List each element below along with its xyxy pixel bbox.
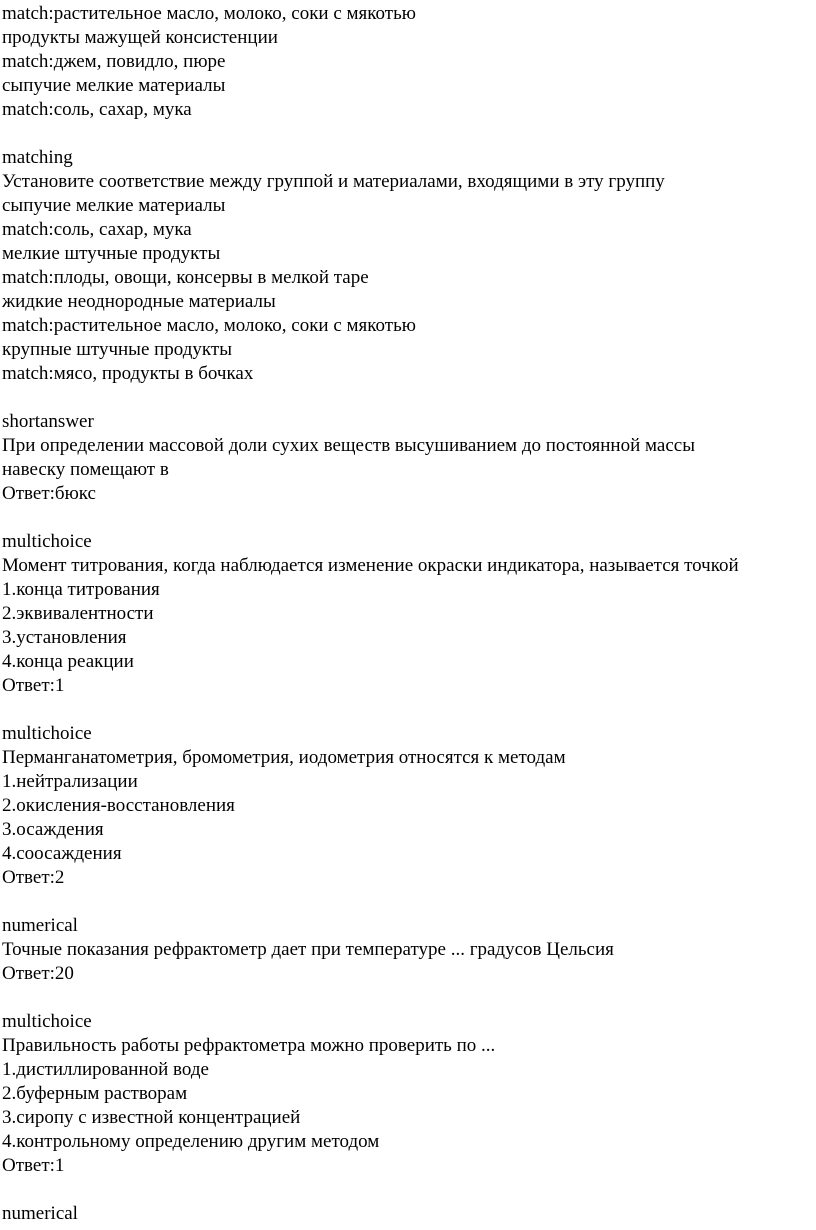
option-line: 1.дистиллированной воде (2, 1059, 209, 1080)
text-line: match:соль, сахар, мука (2, 219, 192, 240)
text-line: match:плоды, овощи, консервы в мелкой таре (2, 267, 369, 288)
text-line: крупные штучные продукты (2, 339, 232, 360)
option-line: 4.конца реакции (2, 651, 134, 672)
text-line: мелкие штучные продукты (2, 243, 221, 264)
question-text: При определении массовой доли сухих веществ высушиванием до постоянной массы (2, 435, 695, 456)
option-line: 2.эквивалентности (2, 603, 154, 624)
text-line: жидкие неоднородные материалы (2, 291, 276, 312)
spacer (2, 1178, 814, 1202)
question-type: shortanswer (2, 411, 94, 432)
question-text: навеску помещают в (2, 459, 169, 480)
spacer (2, 890, 814, 914)
text-line: сыпучие мелкие материалы (2, 195, 226, 216)
spacer (2, 986, 814, 1010)
question-type: multichoice (2, 1011, 92, 1032)
text-line: match:джем, повидло, пюре (2, 51, 226, 72)
answer-line: Ответ:1 (2, 675, 65, 696)
question-text: Перманганатометрия, бромометрия, иодометрия относятся к методам (2, 747, 566, 768)
option-line: 1.нейтрализации (2, 771, 138, 792)
text-line: match:соль, сахар, мука (2, 99, 192, 120)
spacer (2, 122, 814, 146)
question-text: Момент титрования, когда наблюдается изменение окраски индикатора, называется точкой (2, 555, 739, 576)
option-line: 4.контрольному определению другим методом (2, 1131, 380, 1152)
question-text: Правильность работы рефрактометра можно проверить по ... (2, 1035, 496, 1056)
option-line: 2.окисления-восстановления (2, 795, 235, 816)
spacer (2, 386, 814, 410)
answer-line: Ответ:бюкс (2, 483, 96, 504)
answer-line: Ответ:2 (2, 867, 65, 888)
text-line: match:мясо, продукты в бочках (2, 363, 254, 384)
question-text: Точные показания рефрактометр дает при температуре ... градусов Цельсия (2, 939, 614, 960)
question-type: numerical (2, 915, 78, 936)
option-line: 1.конца титрования (2, 579, 160, 600)
option-line: 3.сиропу с известной концентрацией (2, 1107, 301, 1128)
question-type: multichoice (2, 723, 92, 744)
answer-line: Ответ:1 (2, 1155, 65, 1176)
answer-line: Ответ:20 (2, 963, 74, 984)
spacer (2, 506, 814, 530)
option-line: 4.соосаждения (2, 843, 122, 864)
option-line: 3.установления (2, 627, 127, 648)
text-line: продукты мажущей консистенции (2, 27, 278, 48)
text-line: match:растительное масло, молоко, соки с мякотью (2, 3, 416, 24)
document-page (2, 2, 814, 1226)
question-text: Установите соответствие между группой и материалами, входящими в эту группу (2, 171, 665, 192)
text-line: сыпучие мелкие материалы (2, 75, 226, 96)
option-line: 2.буферным растворам (2, 1083, 188, 1104)
option-line: 3.осаждения (2, 819, 104, 840)
text-line: match:растительное масло, молоко, соки с мякотью (2, 315, 416, 336)
spacer (2, 698, 814, 722)
question-type: numerical (2, 1203, 78, 1224)
question-type: multichoice (2, 531, 92, 552)
question-type: matching (2, 147, 73, 168)
